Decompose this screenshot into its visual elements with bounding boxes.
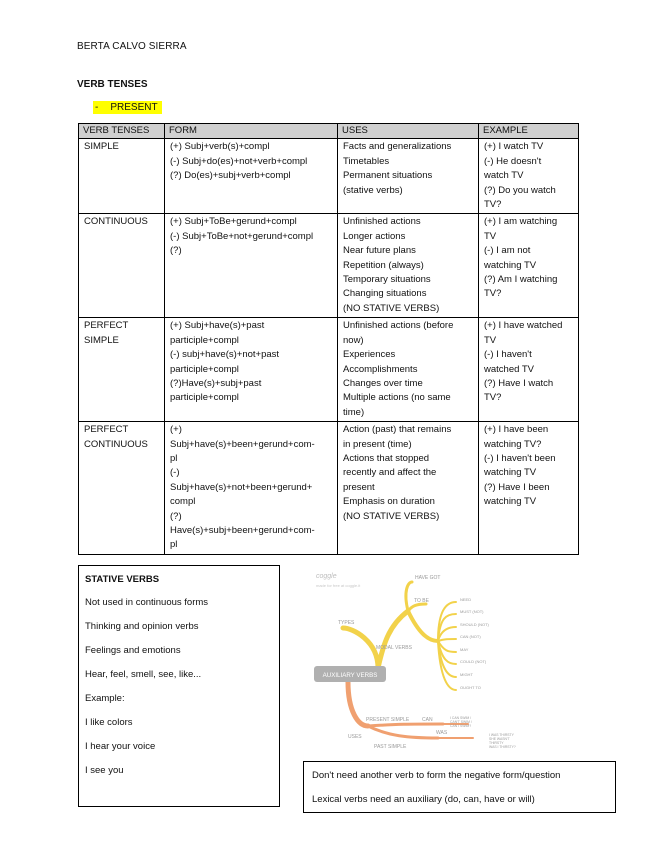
cell-line: Actions that stopped bbox=[343, 452, 430, 464]
modal-item: COULD (NOT) bbox=[460, 659, 487, 664]
auxiliary-note-box bbox=[303, 761, 616, 813]
cell-line: (-) I haven't bbox=[484, 349, 532, 361]
cell-line: (-) subj+have(s)+not+past bbox=[170, 349, 280, 361]
cell-line: watched TV bbox=[484, 363, 534, 375]
stative-title: STATIVE VERBS bbox=[85, 574, 160, 585]
form-cell bbox=[165, 139, 338, 214]
cell-line: Timetables bbox=[343, 155, 390, 167]
cell-line: (?) Do you watch bbox=[484, 184, 556, 196]
cell-line: (+) bbox=[170, 424, 182, 436]
cell-line: (+) I have been bbox=[484, 424, 549, 436]
cell-line: Temporary situations bbox=[343, 274, 431, 286]
cell-line: PERFECT bbox=[84, 424, 129, 436]
stative-line: Not used in continuous forms bbox=[85, 597, 209, 608]
author-name: BERTA CALVO SIERRA bbox=[77, 41, 187, 52]
cell-line: TV bbox=[484, 230, 497, 242]
can-label: CAN bbox=[422, 717, 433, 723]
cell-line: (NO STATIVE VERBS) bbox=[343, 302, 440, 314]
page-title: VERB TENSES bbox=[77, 79, 148, 90]
cell-line: now) bbox=[343, 334, 364, 346]
cell-line: Action (past) that remains bbox=[343, 424, 452, 436]
was-example: I WAS THIRSTY bbox=[489, 733, 514, 737]
cell-line: Multiple actions (no same bbox=[343, 392, 451, 404]
cell-line: Repetition (always) bbox=[343, 259, 424, 271]
cell-line: watch TV bbox=[484, 170, 524, 182]
cell-line: Changing situations bbox=[343, 288, 427, 300]
can-example: I CAN SWIM / bbox=[450, 716, 472, 720]
cell-line: (-) bbox=[170, 467, 180, 479]
modal-item: CAN (NOT) bbox=[460, 634, 481, 639]
uses-cell bbox=[338, 214, 479, 318]
present-heading bbox=[93, 101, 162, 114]
stative-line: I hear your voice bbox=[85, 741, 156, 752]
column-header: USES bbox=[338, 124, 479, 139]
cell-line: (?) bbox=[170, 510, 182, 522]
cell-line: Changes over time bbox=[343, 377, 423, 389]
uses-cell bbox=[338, 422, 479, 555]
cell-line: (+) I watch TV bbox=[484, 141, 544, 153]
present-label: PRESENT bbox=[110, 102, 158, 113]
modal-item: OUGHT TO bbox=[460, 685, 481, 690]
stative-verbs-box bbox=[78, 565, 280, 807]
cell-line: Have(s)+subj+been+gerund+com- bbox=[170, 524, 315, 536]
cell-line: Accomplishments bbox=[343, 363, 418, 375]
cell-line: watching TV bbox=[484, 467, 537, 479]
cell-line: Unfinished actions bbox=[343, 216, 421, 228]
coggle-logo: coggle bbox=[316, 573, 337, 580]
cell-line: (?) Have I watch bbox=[484, 377, 554, 389]
cell-line: (?) bbox=[170, 245, 182, 257]
cell-line: recently and affect the bbox=[343, 467, 437, 479]
cell-line: CONTINUOUS bbox=[84, 216, 148, 228]
cell-line: Unfinished actions (before bbox=[343, 320, 454, 332]
table-row bbox=[79, 318, 579, 422]
tense-cell bbox=[79, 214, 165, 318]
cell-line: (-) I am not bbox=[484, 245, 531, 257]
auxiliary-verbs-mindmap bbox=[308, 566, 608, 756]
stative-line: Hear, feel, smell, see, like... bbox=[85, 669, 202, 680]
cell-line: (-) I haven't been bbox=[484, 452, 556, 464]
can-example: CAN'T SWIM / bbox=[450, 720, 472, 724]
center-node-label: AUXILIARY VERBS bbox=[322, 672, 378, 679]
cell-line: (+) Subj+verb(s)+compl bbox=[170, 141, 270, 153]
cell-line: Near future plans bbox=[343, 245, 416, 257]
stative-line: Feelings and emotions bbox=[85, 645, 181, 656]
coggle-tagline: made for free at coggle.it bbox=[316, 583, 361, 588]
note-line: Lexical verbs need an auxiliary (do, can, have or will) bbox=[312, 794, 535, 805]
can-example: CAN I SWIM? bbox=[450, 724, 472, 728]
stative-line: Example: bbox=[85, 693, 125, 704]
table-header-row bbox=[79, 124, 579, 139]
modal-item: SHOULD (NOT) bbox=[460, 622, 489, 627]
cell-line: pl bbox=[170, 452, 178, 464]
cell-line: SIMPLE bbox=[84, 334, 119, 346]
form-cell bbox=[165, 318, 338, 422]
cell-line: (+) I am watching bbox=[484, 216, 558, 228]
cell-line: watching TV bbox=[484, 496, 537, 508]
example-cell bbox=[479, 139, 579, 214]
present-simple-label: PRESENT SIMPLE bbox=[366, 717, 410, 723]
cell-line: compl bbox=[170, 496, 196, 508]
uses-label: USES bbox=[348, 734, 362, 740]
cell-line: participle+compl bbox=[170, 334, 239, 346]
cell-line: Subj+have(s)+been+gerund+com- bbox=[170, 438, 315, 450]
cell-line: TV? bbox=[484, 199, 502, 211]
cell-line: PERFECT bbox=[84, 320, 129, 332]
cell-line: watching TV bbox=[484, 259, 537, 271]
cell-line: participle+compl bbox=[170, 363, 239, 375]
cell-line: pl bbox=[170, 539, 178, 551]
cell-line: Experiences bbox=[343, 349, 396, 361]
cell-line: (-) Subj+do(es)+not+verb+compl bbox=[170, 155, 308, 167]
example-cell bbox=[479, 214, 579, 318]
modal-item: MUST (NOT) bbox=[460, 609, 484, 614]
past-simple-label: PAST SIMPLE bbox=[374, 744, 407, 750]
form-cell bbox=[165, 422, 338, 555]
was-example: WAS I THIRSTY? bbox=[489, 745, 516, 749]
cell-line: CONTINUOUS bbox=[84, 438, 148, 450]
cell-line: (+) Subj+have(s)+past bbox=[170, 320, 265, 332]
cell-line: (-) He doesn't bbox=[484, 155, 542, 167]
cell-line: Permanent situations bbox=[343, 170, 433, 182]
was-label: WAS bbox=[436, 730, 448, 736]
uses-cell bbox=[338, 139, 479, 214]
tense-cell bbox=[79, 318, 165, 422]
cell-line: time) bbox=[343, 406, 365, 418]
cell-line: Longer actions bbox=[343, 230, 406, 242]
example-cell bbox=[479, 318, 579, 422]
cell-line: participle+compl bbox=[170, 392, 239, 404]
cell-line: TV bbox=[484, 334, 497, 346]
column-header: VERB TENSES bbox=[79, 124, 165, 139]
to-be-label: TO BE bbox=[414, 598, 429, 604]
modal-item: MAY bbox=[460, 647, 469, 652]
stative-line: Thinking and opinion verbs bbox=[85, 621, 199, 632]
example-cell bbox=[479, 422, 579, 555]
cell-line: (?) Am I watching bbox=[484, 274, 558, 286]
column-header: EXAMPLE bbox=[479, 124, 579, 139]
bullet-dash: - bbox=[95, 102, 99, 113]
cell-line: present bbox=[343, 481, 375, 493]
cell-line: (+) I have watched bbox=[484, 320, 563, 332]
verb-tenses-table bbox=[78, 123, 579, 555]
cell-line: SIMPLE bbox=[84, 141, 119, 153]
tense-cell bbox=[79, 139, 165, 214]
cell-line: Facts and generalizations bbox=[343, 141, 452, 153]
have-got-label: HAVE GOT bbox=[415, 575, 441, 581]
cell-line: in present (time) bbox=[343, 438, 412, 450]
table-row bbox=[79, 214, 579, 318]
cell-line: (-) Subj+ToBe+not+gerund+compl bbox=[170, 230, 314, 242]
note-line: Don't need another verb to form the negative form/question bbox=[312, 770, 561, 781]
cell-line: (+) Subj+ToBe+gerund+compl bbox=[170, 216, 297, 228]
form-cell bbox=[165, 214, 338, 318]
cell-line: TV? bbox=[484, 392, 502, 404]
tense-cell bbox=[79, 422, 165, 555]
column-header: FORM bbox=[165, 124, 338, 139]
uses-cell bbox=[338, 318, 479, 422]
table-row bbox=[79, 139, 579, 214]
cell-line: (NO STATIVE VERBS) bbox=[343, 510, 440, 522]
cell-line: Subj+have(s)+not+been+gerund+ bbox=[170, 481, 313, 493]
cell-line: (stative verbs) bbox=[343, 184, 403, 196]
was-example: THIRSTY bbox=[489, 741, 504, 745]
table-row bbox=[79, 422, 579, 555]
cell-line: (?) Have I been bbox=[484, 481, 550, 493]
cell-line: (?)Have(s)+subj+past bbox=[170, 377, 262, 389]
modal-item: NEED bbox=[460, 597, 472, 602]
cell-line: (?) Do(es)+subj+verb+compl bbox=[170, 170, 291, 182]
types-label: TYPES bbox=[338, 620, 355, 626]
modal-item: MIGHT bbox=[460, 672, 473, 677]
cell-line: TV? bbox=[484, 288, 502, 300]
cell-line: watching TV? bbox=[484, 438, 542, 450]
stative-line: I like colors bbox=[85, 717, 133, 728]
stative-line: I see you bbox=[85, 765, 124, 776]
was-example: SHE WASN'T bbox=[489, 737, 510, 741]
cell-line: Emphasis on duration bbox=[343, 496, 435, 508]
modal-verbs-label: MODAL VERBS bbox=[376, 645, 412, 651]
